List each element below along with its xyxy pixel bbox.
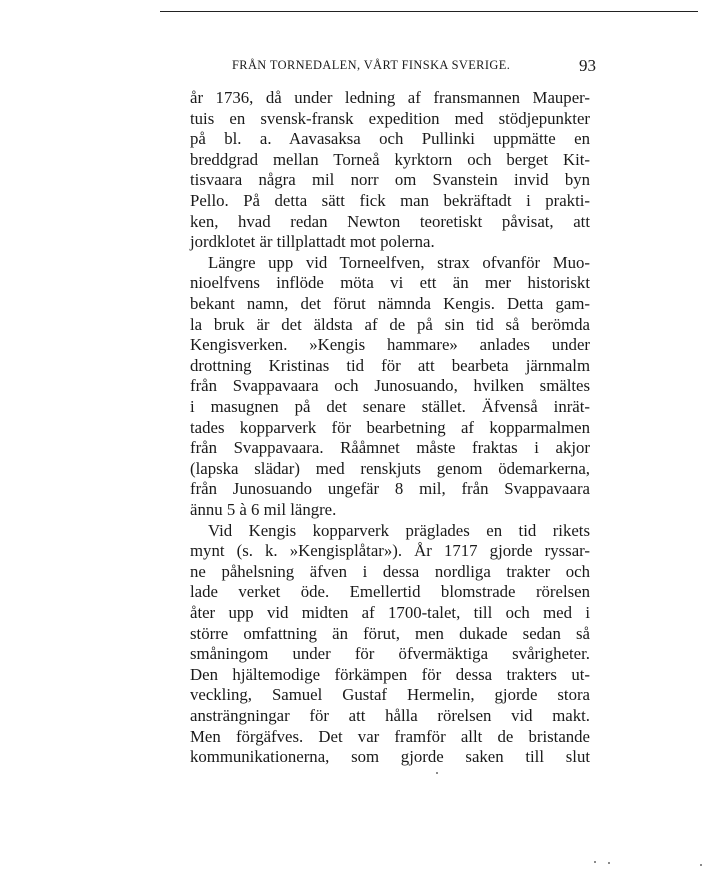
text-line: nioelfvens inflöde möta vi ett än mer historiskt [190, 273, 590, 293]
text-line: från Junosuando ungefär 8 mil, från Svappavaara [190, 479, 590, 499]
text-line: ne påhelsning äfven i dessa nordliga trakter och [190, 561, 590, 581]
text-line: ännu 5 à 6 mil längre. [190, 500, 337, 519]
text-line: åter upp vid midten af 1700-talet, till och med i [190, 603, 590, 622]
paragraph-first-line: Längre upp vid Torneelfven, strax ofvanför Muo- [208, 252, 590, 272]
text-line: år 1736, då under ledning af fransmannen Mauper- [190, 88, 590, 107]
text-line: på bl. a. Aavasaksa och Pullinki uppmätte en [190, 129, 590, 149]
page-number: 93 [579, 56, 596, 75]
text-line: större omfattning än förut, men dukade sedan så [190, 623, 590, 643]
text-line: från Svappavaara. Rååmnet måste fraktas i akjor [190, 438, 590, 458]
text-line: kommunikationerna, som gjorde saken till slut [190, 747, 590, 767]
text-line: jordklotet är tillplattadt mot polerna. [190, 232, 435, 252]
text-line: la bruk är det äldsta af de på sin tid så berömda [190, 314, 590, 334]
text-line: tuis en svensk-fransk expedition med stödjepunkter [190, 108, 590, 128]
text-line: ken, hvad redan Newton teoretiskt påvisat, att [190, 211, 590, 231]
text-line: mynt (s. k. »Kengisplåtar»). År 1717 gjorde ryssar- [190, 541, 590, 561]
top-rule [160, 11, 698, 12]
text-line: tades kopparverk för bearbetning af kopparmalmen [190, 417, 590, 437]
running-head [190, 56, 596, 76]
text-line: i masugnen på det senare stället. Äfvenså inrät- [190, 397, 590, 416]
text-line: bekant namn, det förut nämnda Kengis. Detta gam- [190, 294, 590, 313]
text-line: Den hjältemodige förkämpen för dessa trakters ut- [190, 664, 590, 684]
text-line: breddgrad mellan Torneå kyrktorn och berget Kit- [190, 149, 590, 169]
text-line: Kengisverken. »Kengis hammare» anlades under [190, 335, 590, 355]
text-line: (lapska slädar) med renskjuts genom ödemarkerna, [190, 458, 590, 478]
text-line: småningom under för öfvermäktiga svårigheter. [190, 644, 590, 664]
paragraph-first-line: Vid Kengis kopparverk präglades en tid rikets [208, 520, 590, 540]
text-line: tisvaara några mil norr om Svanstein invid byn [190, 170, 590, 190]
paper-speck [608, 862, 610, 864]
text-line: ansträngningar för att hålla rörelsen vid makt. [190, 706, 590, 725]
text-line: Men förgäfves. Det var framför allt de bristande [190, 726, 590, 746]
text-line: Pello. På detta sätt fick man bekräftadt i prakti- [190, 191, 590, 210]
running-head-title: FRÅN TORNEDALEN, VÅRT FINSKA SVERIGE. [232, 58, 511, 72]
paper-speck [700, 864, 702, 866]
paper-speck [594, 861, 596, 863]
text-line: från Svappavaara och Junosuando, hvilken smältes [190, 376, 590, 396]
text-line: veckling, Samuel Gustaf Hermelin, gjorde stora [190, 685, 590, 705]
paper-speck [436, 772, 438, 774]
text-line: lade verket öde. Emellertid blomstrade rörelsen [190, 582, 590, 602]
text-line: drottning Kristinas tid för att bearbeta järnmalm [190, 355, 590, 375]
